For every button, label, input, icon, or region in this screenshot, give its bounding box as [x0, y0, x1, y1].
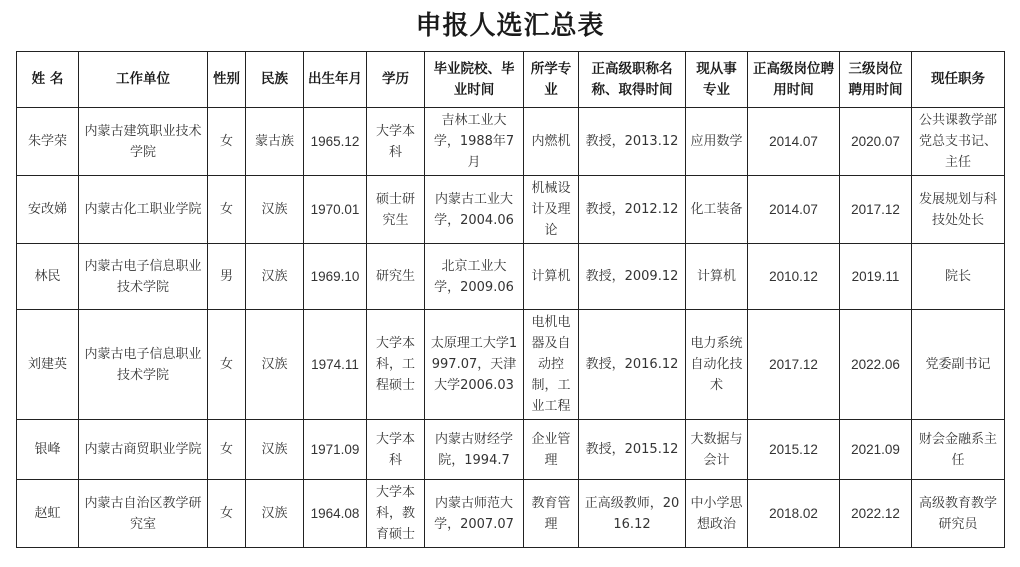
cell-unit: 内蒙古化工职业学院 — [79, 176, 208, 244]
table-row — [17, 480, 1005, 548]
cell-school: 太原理工大学1997.07，天津大学2006.03 — [425, 310, 524, 420]
header-school: 毕业院校、毕业时间 — [425, 52, 524, 108]
cell-current-major: 大数据与会计 — [686, 420, 748, 480]
cell-position: 财会金融系主任 — [912, 420, 1005, 480]
header-education: 学历 — [367, 52, 425, 108]
cell-senior-post: 2018.02 — [748, 480, 840, 548]
cell-title: 教授，2009.12 — [579, 244, 686, 310]
header-unit: 工作单位 — [79, 52, 208, 108]
cell-unit: 内蒙古自治区教学研究室 — [79, 480, 208, 548]
cell-gender: 女 — [208, 108, 246, 176]
cell-education: 研究生 — [367, 244, 425, 310]
header-senior-post: 正高级岗位聘用时间 — [748, 52, 840, 108]
cell-title: 教授，2016.12 — [579, 310, 686, 420]
cell-gender: 女 — [208, 480, 246, 548]
cell-education: 大学本科，工程硕士 — [367, 310, 425, 420]
header-current-major: 现从事专业 — [686, 52, 748, 108]
cell-school: 吉林工业大学，1988年7月 — [425, 108, 524, 176]
cell-school: 内蒙古师范大学，2007.07 — [425, 480, 524, 548]
cell-title: 教授，2013.12 — [579, 108, 686, 176]
cell-ethnicity: 汉族 — [246, 480, 304, 548]
table-row — [17, 420, 1005, 480]
header-name: 姓 名 — [17, 52, 79, 108]
header-gender: 性别 — [208, 52, 246, 108]
cell-level3-post: 2022.12 — [840, 480, 912, 548]
cell-name: 林民 — [17, 244, 79, 310]
cell-senior-post: 2010.12 — [748, 244, 840, 310]
table-row — [17, 176, 1005, 244]
cell-major: 企业管理 — [524, 420, 579, 480]
cell-birth: 1971.09 — [304, 420, 367, 480]
header-ethnicity: 民族 — [246, 52, 304, 108]
cell-education: 硕士研究生 — [367, 176, 425, 244]
cell-birth: 1965.12 — [304, 108, 367, 176]
cell-position: 公共课教学部党总支书记、主任 — [912, 108, 1005, 176]
cell-level3-post: 2021.09 — [840, 420, 912, 480]
cell-name: 银峰 — [17, 420, 79, 480]
cell-major: 教育管理 — [524, 480, 579, 548]
cell-gender: 女 — [208, 176, 246, 244]
cell-birth: 1970.01 — [304, 176, 367, 244]
cell-senior-post: 2014.07 — [748, 176, 840, 244]
cell-position: 党委副书记 — [912, 310, 1005, 420]
header-birth: 出生年月 — [304, 52, 367, 108]
cell-senior-post: 2017.12 — [748, 310, 840, 420]
cell-current-major: 中小学思想政治 — [686, 480, 748, 548]
cell-level3-post: 2019.11 — [840, 244, 912, 310]
cell-gender: 女 — [208, 420, 246, 480]
cell-position: 高级教育教学研究员 — [912, 480, 1005, 548]
cell-major: 内燃机 — [524, 108, 579, 176]
header-row — [17, 52, 1005, 108]
cell-name: 赵虹 — [17, 480, 79, 548]
cell-major: 计算机 — [524, 244, 579, 310]
cell-current-major: 电力系统自动化技术 — [686, 310, 748, 420]
header-title: 正高级职称名称、取得时间 — [579, 52, 686, 108]
cell-major: 电机电器及自动控制，工业工程 — [524, 310, 579, 420]
cell-birth: 1974.11 — [304, 310, 367, 420]
cell-unit: 内蒙古电子信息职业技术学院 — [79, 244, 208, 310]
cell-ethnicity: 蒙古族 — [246, 108, 304, 176]
cell-ethnicity: 汉族 — [246, 176, 304, 244]
cell-unit: 内蒙古商贸职业学院 — [79, 420, 208, 480]
cell-school: 北京工业大学，2009.06 — [425, 244, 524, 310]
page-title: 申报人选汇总表 — [415, 11, 605, 41]
cell-level3-post: 2022.06 — [840, 310, 912, 420]
cell-education: 大学本科 — [367, 108, 425, 176]
cell-gender: 男 — [208, 244, 246, 310]
table-row — [17, 310, 1005, 420]
cell-education: 大学本科，教育硕士 — [367, 480, 425, 548]
header-level3-post: 三级岗位聘用时间 — [840, 52, 912, 108]
cell-unit: 内蒙古建筑职业技术学院 — [79, 108, 208, 176]
cell-title: 教授，2012.12 — [579, 176, 686, 244]
cell-major: 机械设计及理论 — [524, 176, 579, 244]
cell-ethnicity: 汉族 — [246, 420, 304, 480]
header-major: 所学专业 — [524, 52, 579, 108]
cell-unit: 内蒙古电子信息职业技术学院 — [79, 310, 208, 420]
cell-position: 发展规划与科技处处长 — [912, 176, 1005, 244]
cell-name: 安改娣 — [17, 176, 79, 244]
cell-gender: 女 — [208, 310, 246, 420]
cell-current-major: 应用数学 — [686, 108, 748, 176]
cell-level3-post: 2020.07 — [840, 108, 912, 176]
cell-school: 内蒙古财经学院，1994.7 — [425, 420, 524, 480]
cell-name: 刘建英 — [17, 310, 79, 420]
table-row — [17, 108, 1005, 176]
cell-name: 朱学荣 — [17, 108, 79, 176]
cell-ethnicity: 汉族 — [246, 310, 304, 420]
cell-education: 大学本科 — [367, 420, 425, 480]
cell-current-major: 计算机 — [686, 244, 748, 310]
header-position: 现任职务 — [912, 52, 1005, 108]
cell-level3-post: 2017.12 — [840, 176, 912, 244]
table-row — [17, 244, 1005, 310]
cell-birth: 1969.10 — [304, 244, 367, 310]
cell-senior-post: 2014.07 — [748, 108, 840, 176]
cell-title: 教授，2015.12 — [579, 420, 686, 480]
cell-birth: 1964.08 — [304, 480, 367, 548]
cell-title: 正高级教师，2016.12 — [579, 480, 686, 548]
cell-ethnicity: 汉族 — [246, 244, 304, 310]
cell-position: 院长 — [912, 244, 1005, 310]
cell-school: 内蒙古工业大学，2004.06 — [425, 176, 524, 244]
candidate-summary-table — [16, 51, 1005, 548]
cell-senior-post: 2015.12 — [748, 420, 840, 480]
cell-current-major: 化工装备 — [686, 176, 748, 244]
